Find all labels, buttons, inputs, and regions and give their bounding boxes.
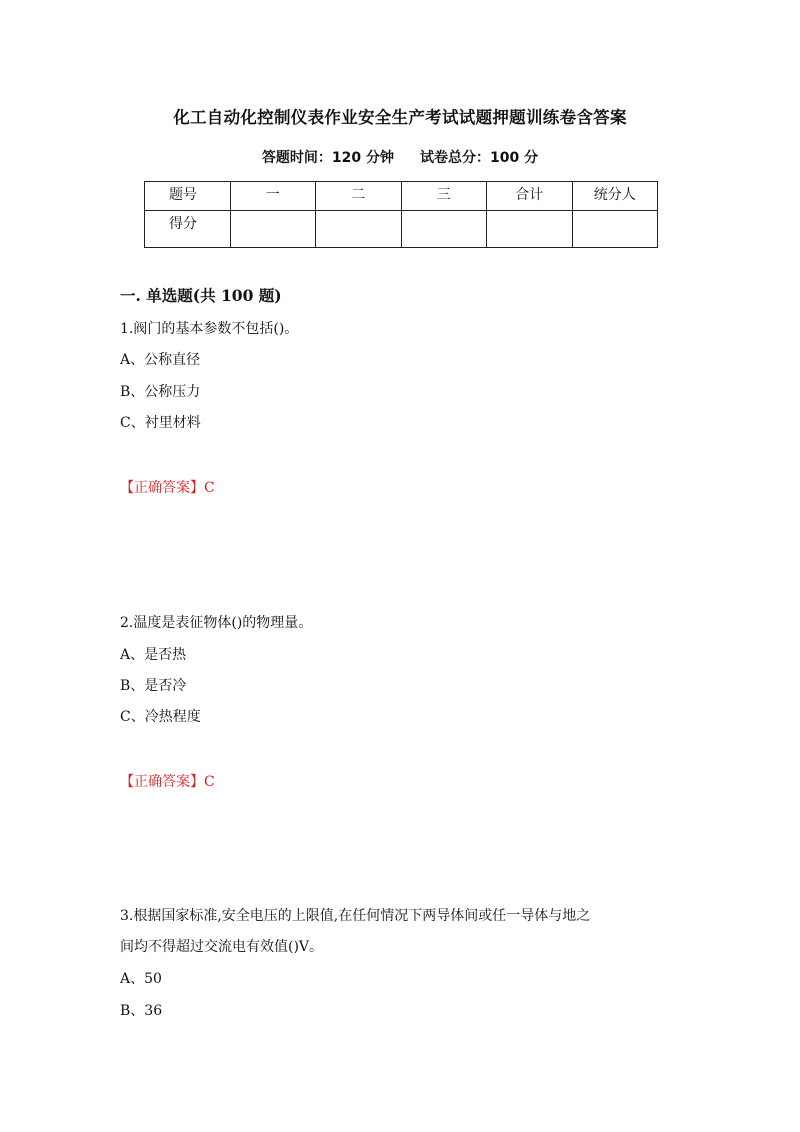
question-2-option-a: A、是否热 (120, 647, 187, 663)
score-cell (230, 211, 316, 248)
score-table-score-row (145, 211, 658, 248)
page-title: 化工自动化控制仪表作业安全生产考试试题押题训练卷含答案 (173, 108, 627, 127)
question-3-text-line-2: 间均不得超过交流电有效值()V。 (120, 939, 324, 955)
score-table-header-cell: 三 (401, 182, 487, 211)
score-table-header-cell: 一 (230, 182, 316, 211)
question-2-answer: 【正确答案】C (120, 774, 215, 790)
question-1-option-c: C、衬里材料 (120, 415, 201, 431)
exam-total-score: 试卷总分：100 分 (420, 150, 539, 166)
section-heading: 一. 单选题(共 100 题) (120, 286, 282, 305)
question-2-option-c: C、冷热程度 (120, 709, 201, 725)
question-2-text: 2.温度是表征物体()的物理量。 (120, 615, 313, 631)
question-2-option-b: B、是否冷 (120, 678, 187, 694)
score-table-header-cell: 题号 (145, 182, 231, 211)
score-cell (572, 211, 658, 248)
score-table-header-cell: 二 (316, 182, 402, 211)
score-cell (401, 211, 487, 248)
exam-info (0, 147, 800, 167)
question-1-answer: 【正确答案】C (120, 480, 215, 496)
question-1-option-a: A、公称直径 (120, 352, 201, 368)
score-table-header-row (145, 182, 658, 211)
question-3-text-line-1: 3.根据国家标准,安全电压的上限值,在任何情况下两导体间或任一导体与地之 (120, 908, 591, 924)
exam-time: 答题时间：120 分钟 (261, 150, 394, 166)
question-1-option-b: B、公称压力 (120, 384, 201, 400)
score-table (144, 181, 658, 248)
score-table-header-cell: 统分人 (572, 182, 658, 211)
score-cell (487, 211, 573, 248)
score-table-header-cell: 合计 (487, 182, 573, 211)
score-cell (316, 211, 402, 248)
question-1-text: 1.阀门的基本参数不包括()。 (120, 321, 299, 337)
score-row-label: 得分 (145, 211, 231, 248)
question-3-option-a: A、50 (120, 971, 162, 987)
question-3-option-b: B、36 (120, 1003, 163, 1019)
